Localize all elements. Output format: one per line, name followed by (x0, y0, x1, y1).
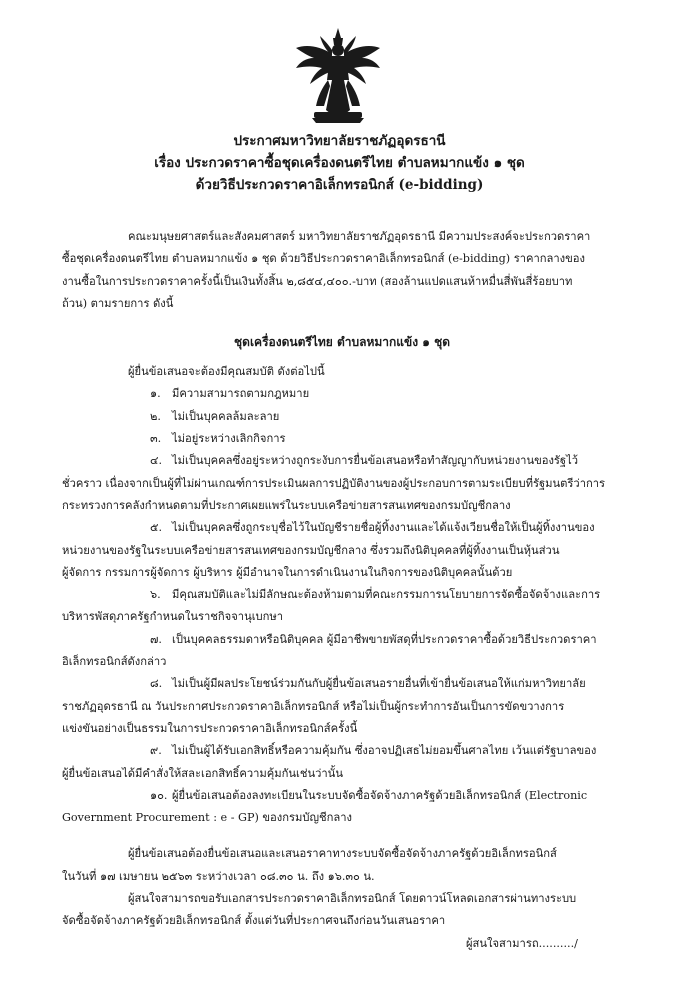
submission-line: ผู้ยื่นข้อเสนอต้องยื่นข้อเสนอและเสนอราคาทางระบบจัดซื้อจัดจ้างภาครัฐด้วยอิเล็กทรอนิกส์ (128, 847, 557, 861)
method-title: ด้วยวิธีประกวดราคาอิเล็กทรอนิกส์ (e-bidding) (195, 177, 484, 193)
qualification-item (62, 450, 622, 517)
garuda-emblem-icon (292, 26, 384, 124)
download-line: จัดซื้อจัดจ้างภาครัฐด้วยอิเล็กทรอนิกส์ ตั้งแต่วันที่ประกาศจนถึงก่อนวันเสนอราคา (62, 914, 446, 928)
intro-line: คณะมนุษยศาสตร์และสังคมศาสตร์ มหาวิทยาลัยราชภัฏอุดรธานี มีความประสงค์จะประกวดราคา (128, 230, 591, 243)
intro-line: ซื้อชุดเครื่องดนตรีไทย ตำบลหมากแข้ง ๑ ชุด ด้วยวิธีประกวดราคาอิเล็กทรอนิกส์ (e-bidding) ราคากลางของ (62, 252, 585, 266)
qualification-line (62, 428, 622, 450)
qualification-number: ๕. (150, 521, 163, 535)
qualification-text: ไม่เป็นผู้ได้รับเอกสิทธิ์หรือความคุ้มกัน ซึ่งอาจปฏิเสธไม่ยอมขึ้นศาลไทย เว้นแต่รัฐบาลของ (172, 744, 597, 758)
intro-paragraph (62, 226, 622, 315)
qualifications-list (62, 383, 622, 829)
qualification-number: ๘. (150, 677, 163, 691)
qualification-text: เป็นบุคคลธรรมดาหรือนิติบุคคล ผู้มีอาชีพขายพัสดุที่ประกวดราคาซื้อด้วยวิธีประกวดราคา (172, 632, 597, 646)
qualification-text: มีคุณสมบัติและไม่มีลักษณะต้องห้ามตามที่คณะกรรมการนโยบายการจัดซื้อจัดจ้างและการ (172, 588, 601, 602)
qualification-number: ๗. (150, 632, 162, 646)
qualification-item (62, 428, 622, 450)
intro-line: ถ้วน) ตามรายการ ดังนี้ (62, 296, 174, 310)
subject-title: เรื่อง ประกวดราคาซื้อชุดเครื่องดนตรีไทย ตำบลหมากแข้ง ๑ ชุด (154, 155, 525, 171)
qualification-number: ๔. (150, 454, 163, 468)
qualification-item (62, 517, 622, 584)
qualification-item (62, 629, 622, 674)
qualification-text: ไม่อยู่ระหว่างเลิกกิจการ (172, 432, 286, 446)
qualification-number: ๖. (150, 588, 161, 602)
qualification-number: ๓. (150, 432, 162, 446)
qualifications-intro: ผู้ยื่นข้อเสนอจะต้องมีคุณสมบัติ ดังต่อไปนี้ (128, 365, 325, 379)
submission-paragraph (62, 843, 622, 888)
qualification-text: ผู้ยื่นข้อเสนอต้องลงทะเบียนในระบบจัดซื้อจัดจ้างภาครัฐด้วยอิเล็กทรอนิกส์ (Electronic (172, 788, 588, 802)
qualification-text: มีความสามารถตามกฎหมาย (172, 387, 310, 401)
qualification-line (62, 629, 622, 651)
intro-line: งานซื้อในการประกวดราคาครั้งนี้เป็นเงินทั้งสิ้น ๒,๘๕๔,๔๐๐.-บาท (สองล้านแปดแสนห้าหมื่นสี่พันสี่ร้อยบาท (62, 274, 573, 288)
qualification-line (62, 673, 622, 695)
qualification-line: อิเล็กทรอนิกส์ดังกล่าว (62, 655, 167, 669)
qualification-line (62, 450, 622, 472)
qualification-line (62, 785, 622, 807)
qualification-line: กระทรวงการคลังกำหนดตามที่ประกาศเผยแพร่ในระบบเครือข่ายสารสนเทศของกรมบัญชีกลาง (62, 498, 511, 512)
announcement-title (0, 130, 679, 196)
qualification-item (62, 406, 622, 428)
section-heading: ชุดเครื่องดนตรีไทย ตำบลหมากแข้ง ๑ ชุด (234, 335, 450, 350)
qualification-item (62, 785, 622, 830)
qualification-item (62, 673, 622, 740)
qualification-number: ๙. (150, 744, 162, 758)
qualification-line (62, 740, 622, 762)
qualification-item (62, 740, 622, 785)
download-paragraph (62, 888, 622, 933)
qualification-line: บริหารพัสดุภาครัฐกำหนดในราชกิจจานุเบกษา (62, 610, 284, 624)
qualification-line: Government Procurement : e - GP) ของกรมบัญชีกลาง (62, 811, 353, 825)
qualification-line: ราชภัฏอุดรธานี ณ วันประกาศประกวดราคาอิเล็กทรอนิกส์ หรือไม่เป็นผู้กระทำการอันเป็นการขัดขวางการ (62, 699, 565, 713)
qualification-number: ๒. (150, 409, 161, 423)
qualification-line: ผู้จัดการ กรรมการผู้จัดการ ผู้บริหาร ผู้มีอำนาจในการดำเนินงานในกิจการของนิติบุคคลนั้นด้วย (62, 565, 513, 579)
qualification-line (62, 383, 622, 405)
qualification-text: ไม่เป็นบุคคลซึ่งอยู่ระหว่างถูกระงับการยื่นข้อเสนอหรือทำสัญญากับหน่วยงานของรัฐไว้ (172, 454, 579, 468)
qualification-text: ไม่เป็นบุคคลล้มละลาย (172, 409, 280, 423)
document-body (62, 226, 622, 933)
qualification-item (62, 584, 622, 629)
qualification-line (62, 406, 622, 428)
qualification-line: แข่งขันอย่างเป็นธรรมในการประกวดราคาอิเล็กทรอนิกส์ครั้งนี้ (62, 721, 358, 735)
qualification-text: ไม่เป็นบุคคลซึ่งถูกระบุชื่อไว้ในบัญชีรายชื่อผู้ทิ้งงานและได้แจ้งเวียนชื่อให้เป็นผู้ทิ้งงานของ (172, 521, 595, 535)
qualification-line: หน่วยงานของรัฐในระบบเครือข่ายสารสนเทศของกรมบัญชีกลาง ซึ่งรวมถึงนิติบุคคลที่ผู้ทิ้งงานเป็นหุ้นส่วน (62, 543, 560, 557)
qualification-line: ผู้ยื่นข้อเสนอได้มีคำสั่งให้สละเอกสิทธิ์ความคุ้มกันเช่นว่านั้น (62, 766, 343, 780)
qualification-line (62, 584, 622, 606)
qualification-number: ๑. (150, 387, 161, 401)
download-line: ผู้สนใจสามารถขอรับเอกสารประกวดราคาอิเล็กทรอนิกส์ โดยดาวน์โหลดเอกสารผ่านทางระบบ (128, 892, 577, 906)
qualification-line (62, 517, 622, 539)
qualification-text: ไม่เป็นผู้มีผลประโยชน์ร่วมกันกับผู้ยื่นข้อเสนอรายอื่นที่เข้ายื่นข้อเสนอให้แก่มหาวิทยาลัย (172, 677, 586, 691)
qualification-number: ๑๐. (150, 788, 168, 802)
continuation-note: ผู้สนใจสามารถ........../ (466, 937, 578, 950)
qualification-item (62, 383, 622, 405)
submission-line: ในวันที่ ๑๗ เมษายน ๒๕๖๓ ระหว่างเวลา ๐๘.๓๐ น. ถึง ๑๖.๓๐ น. (62, 869, 375, 883)
qualification-line: ชั่วคราว เนื่องจากเป็นผู้ที่ไม่ผ่านเกณฑ์การประเมินผลการปฏิบัติงานของผู้ประกอบการตามระเบียบที่รัฐมนตรีว่าการ (62, 476, 606, 490)
issuer-title: ประกาศมหาวิทยาลัยราชภัฏอุดรธานี (233, 133, 446, 149)
